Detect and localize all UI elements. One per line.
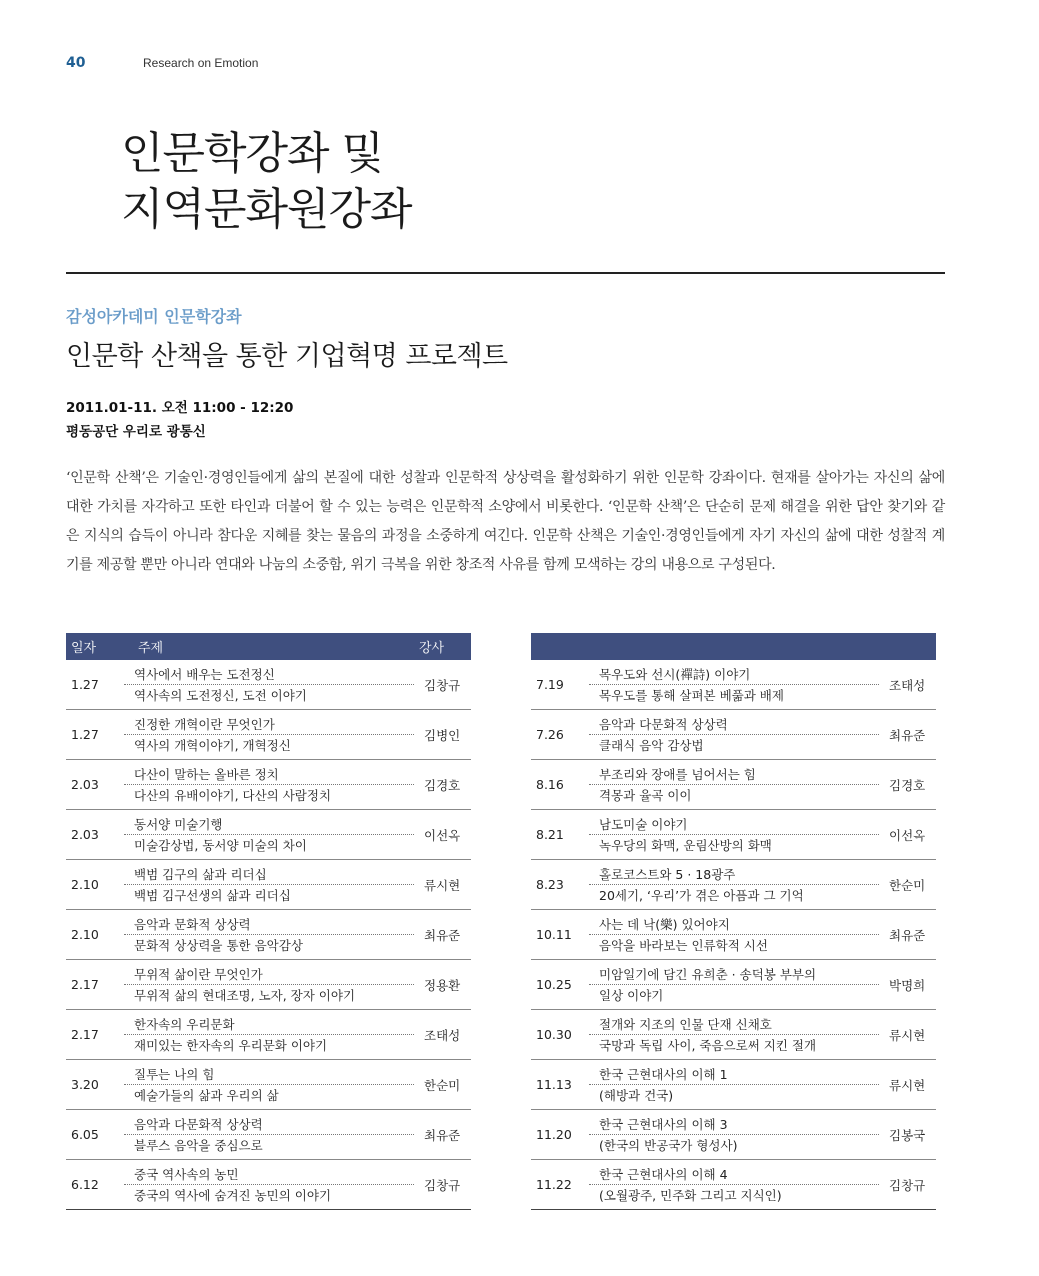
table-row-sub — [66, 685, 471, 710]
row-lecturer: 최유준 — [414, 910, 471, 960]
row-date: 11.13 — [531, 1060, 589, 1110]
running-head: Research on Emotion — [143, 56, 259, 70]
schedule-body-left — [66, 660, 471, 1210]
row-topic-sub: 역사속의 도전정신, 도전 이야기 — [134, 688, 307, 703]
table-row — [66, 810, 471, 835]
table-row — [66, 660, 471, 685]
table-row — [531, 1160, 936, 1185]
row-topic-sub: 클래식 음악 감상법 — [599, 738, 704, 753]
row-lecturer: 김창규 — [879, 1160, 936, 1210]
page-number: 40 — [66, 55, 86, 71]
row-topic-sub: 격몽과 율곡 이이 — [599, 788, 692, 803]
row-topic-sub: 블루스 음악을 중심으로 — [134, 1138, 263, 1153]
row-topic-main: 다산이 말하는 올바른 정치 — [124, 760, 414, 785]
table-header-row — [531, 633, 936, 660]
row-topic-sub: 미술감상법, 동서양 미술의 차이 — [134, 838, 307, 853]
row-date: 6.05 — [66, 1110, 124, 1160]
row-topic-main: 한국 근현대사의 이해 3 — [589, 1110, 879, 1135]
row-topic-main: 홀로코스트와 5 · 18광주 — [589, 860, 879, 885]
table-row-sub — [66, 1135, 471, 1160]
table-row — [66, 1010, 471, 1035]
row-date: 10.30 — [531, 1010, 589, 1060]
row-topic-main: 절개와 지조의 인물 단재 신채호 — [589, 1010, 879, 1035]
row-lecturer: 박명희 — [879, 960, 936, 1010]
table-row — [66, 960, 471, 985]
page-title — [121, 126, 412, 238]
row-topic-sub: 음악을 바라보는 인류학적 시선 — [599, 938, 768, 953]
row-date: 1.27 — [71, 677, 99, 692]
header-blank-topic — [589, 633, 879, 660]
table-row-sub — [531, 1135, 936, 1160]
row-topic-sub: 재미있는 한자속의 우리문화 이야기 — [134, 1038, 328, 1053]
row-lecturer: 최유준 — [879, 910, 936, 960]
row-date: 7.19 — [536, 677, 564, 692]
table-row-sub — [66, 985, 471, 1010]
row-date: 2.17 — [66, 960, 124, 1010]
row-topic-main: 중국 역사속의 농민 — [124, 1160, 414, 1185]
row-topic-sub: 예술가들의 삶과 우리의 삶 — [134, 1088, 279, 1103]
row-topic-sub: 역사의 개혁이야기, 개혁정신 — [134, 738, 291, 753]
title-line-2: 지역문화원강좌 — [121, 184, 412, 235]
table-row-sub — [531, 935, 936, 960]
table-row-sub — [531, 685, 936, 710]
row-date: 2.17 — [66, 1010, 124, 1060]
table-row — [531, 960, 936, 985]
table-row — [66, 1160, 471, 1185]
table-row-sub — [531, 835, 936, 860]
header-lecturer: 강사 — [414, 633, 471, 660]
table-row — [531, 710, 936, 735]
row-date: 10.25 — [531, 960, 589, 1010]
table-row — [531, 760, 936, 785]
header-date: 일자 — [66, 633, 124, 660]
table-row — [66, 860, 471, 885]
table-row-sub — [531, 735, 936, 760]
row-lecturer: 조태성 — [414, 1010, 471, 1060]
row-lecturer: 한순미 — [879, 860, 936, 910]
row-topic-main: 미암일기에 담긴 유희춘 · 송덕봉 부부의 — [589, 960, 879, 985]
row-topic-main: 음악과 다문화적 상상력 — [589, 710, 879, 735]
row-topic-main: 동서양 미술기행 — [124, 810, 414, 835]
table-row — [66, 910, 471, 935]
row-date: 2.10 — [66, 910, 124, 960]
table-row-sub — [66, 1035, 471, 1060]
row-date: 7.26 — [531, 710, 589, 760]
row-date: 2.10 — [66, 860, 124, 910]
table-row — [66, 1110, 471, 1135]
row-lecturer: 류시현 — [414, 860, 471, 910]
section-title: 인문학 산책을 통한 기업혁명 프로젝트 — [66, 341, 508, 372]
row-lecturer: 류시현 — [879, 1060, 936, 1110]
row-lecturer: 정용환 — [414, 960, 471, 1010]
header-blank-lecturer — [879, 633, 936, 660]
row-topic-sub: (오월광주, 민주화 그리고 지식인) — [589, 1185, 879, 1210]
table-row-sub — [66, 885, 471, 910]
row-date: 8.21 — [531, 810, 589, 860]
row-lecturer: 김봉국 — [879, 1110, 936, 1160]
header-blank-date — [531, 633, 589, 660]
row-topic-sub: 다산의 유배이야기, 다산의 사람정치 — [134, 788, 332, 803]
table-row-sub — [66, 785, 471, 810]
row-topic-sub: (한국의 반공국가 형성사) — [599, 1138, 738, 1153]
row-topic-sub: 문화적 상상력을 통한 음악감상 — [134, 938, 303, 953]
table-row — [531, 1110, 936, 1135]
row-topic-main: 음악과 다문화적 상상력 — [124, 1110, 414, 1135]
row-topic-main: 한자속의 우리문화 — [124, 1010, 414, 1035]
table-row — [531, 660, 936, 685]
schedule-body-right — [531, 660, 936, 1210]
row-topic-sub: 녹우당의 화맥, 운림산방의 화맥 — [599, 838, 772, 853]
table-row — [531, 1010, 936, 1035]
row-date: 3.20 — [66, 1060, 124, 1110]
row-lecturer: 김경호 — [414, 760, 471, 810]
table-row-sub — [66, 935, 471, 960]
intro-paragraph: ‘인문학 산책’은 기술인·경영인들에게 삶의 본질에 대한 성찰과 인문학적 상상력을 활성화하기 위한 인문학 강좌이다. 현재를 살아가는 자신의 삶에 대한 가치를 자각하고 또한 타인과 더불어 할 수 있는 능력은 인문학적 소양에서 비롯한다. ‘인문학 산책’은 단순히 문제 해결을 위한 답안 찾기와 같은 지식의 습득이 아니라 참다운 지혜를 찾는 물음의 과정을 소중하게 여긴다. 인문학 산책은 기술인·경영인들에게 자기 자신의 삶에 대한 성찰적 계기를 제공할 뿐만 아니라 연대와 나눔의 소중함, 위기 극복을 위한 창조적 사유를 함께 모색하는 강의 내용으로 구성된다. — [66, 470, 945, 573]
row-lecturer: 한순미 — [414, 1060, 471, 1110]
schedule-table-right — [531, 633, 936, 1210]
row-date: 8.23 — [531, 860, 589, 910]
row-topic-sub: 일상 이야기 — [599, 988, 664, 1003]
header-topic: 주제 — [124, 633, 414, 660]
table-row — [66, 710, 471, 735]
row-lecturer: 이선옥 — [414, 810, 471, 860]
row-lecturer: 최유준 — [414, 1110, 471, 1160]
table-row-sub — [531, 1035, 936, 1060]
table-row-sub — [531, 1185, 936, 1210]
row-date: 11.22 — [531, 1160, 589, 1210]
table-row — [66, 760, 471, 785]
row-topic-sub: 중국의 역사에 숨겨진 농민의 이야기 — [124, 1185, 414, 1210]
row-topic-sub: 국망과 독립 사이, 죽음으로써 지킨 절개 — [599, 1038, 817, 1053]
row-date: 1.27 — [66, 710, 124, 760]
row-lecturer: 최유준 — [879, 710, 936, 760]
section-label: 감성아카데미 인문학강좌 — [66, 307, 242, 326]
table-row-sub — [66, 835, 471, 860]
table-row-sub — [531, 885, 936, 910]
table-row-sub — [66, 1085, 471, 1110]
row-date: 11.20 — [531, 1110, 589, 1160]
table-row — [66, 1060, 471, 1085]
row-topic-main: 한국 근현대사의 이해 4 — [589, 1160, 879, 1185]
event-place: 평동공단 우리로 광통신 — [66, 424, 206, 440]
table-header-row — [66, 633, 471, 660]
row-topic-sub: 목우도를 통해 살펴본 베풂과 배제 — [599, 688, 784, 703]
row-topic-main: 목우도와 선시(禪詩) 이야기 — [589, 660, 879, 685]
table-row — [531, 1060, 936, 1085]
table-row-sub — [531, 785, 936, 810]
row-date: 10.11 — [531, 910, 589, 960]
title-divider — [66, 272, 945, 274]
row-date: 6.12 — [66, 1160, 124, 1210]
row-topic-main: 사는 데 낙(樂) 있어야지 — [589, 910, 879, 935]
table-row-sub — [66, 735, 471, 760]
event-date: 2011.01-11. 오전 11:00 - 12:20 — [66, 400, 294, 416]
row-topic-main: 음악과 문화적 상상력 — [124, 910, 414, 935]
schedule-table-left — [66, 633, 471, 1210]
row-topic-sub: 백범 김구선생의 삶과 리더십 — [134, 888, 291, 903]
row-topic-main: 한국 근현대사의 이해 1 — [589, 1060, 879, 1085]
row-lecturer: 김창규 — [414, 1160, 471, 1210]
row-lecturer: 김병인 — [414, 710, 471, 760]
row-topic-sub: 무위적 삶의 현대조명, 노자, 장자 이야기 — [134, 988, 356, 1003]
row-topic-main: 백범 김구의 삶과 리더십 — [124, 860, 414, 885]
row-date: 8.16 — [531, 760, 589, 810]
row-topic-main: 남도미술 이야기 — [589, 810, 879, 835]
row-topic-main: 부조리와 장애를 넘어서는 힘 — [589, 760, 879, 785]
table-row — [531, 910, 936, 935]
table-row-sub — [531, 985, 936, 1010]
row-topic-main: 질투는 나의 힘 — [124, 1060, 414, 1085]
row-topic-main: 무위적 삶이란 무엇인가 — [124, 960, 414, 985]
row-topic-sub: 20세기, ‘우리’가 겪은 아픔과 그 기억 — [599, 888, 804, 903]
row-lecturer: 조태성 — [889, 677, 926, 693]
row-date: 2.03 — [66, 810, 124, 860]
table-row — [531, 860, 936, 885]
row-lecturer: 김경호 — [879, 760, 936, 810]
row-topic-main: 역사에서 배우는 도전정신 — [124, 660, 414, 685]
table-row-sub — [531, 1085, 936, 1110]
row-topic-main: 진정한 개혁이란 무엇인가 — [124, 710, 414, 735]
row-topic-sub: (해방과 건국) — [599, 1088, 674, 1103]
row-lecturer: 김창규 — [424, 677, 461, 693]
table-row — [531, 810, 936, 835]
title-line-1: 인문학강좌 및 — [121, 128, 384, 179]
row-date: 2.03 — [66, 760, 124, 810]
table-row-sub — [66, 1185, 471, 1210]
row-lecturer: 이선옥 — [879, 810, 936, 860]
row-lecturer: 류시현 — [879, 1010, 936, 1060]
